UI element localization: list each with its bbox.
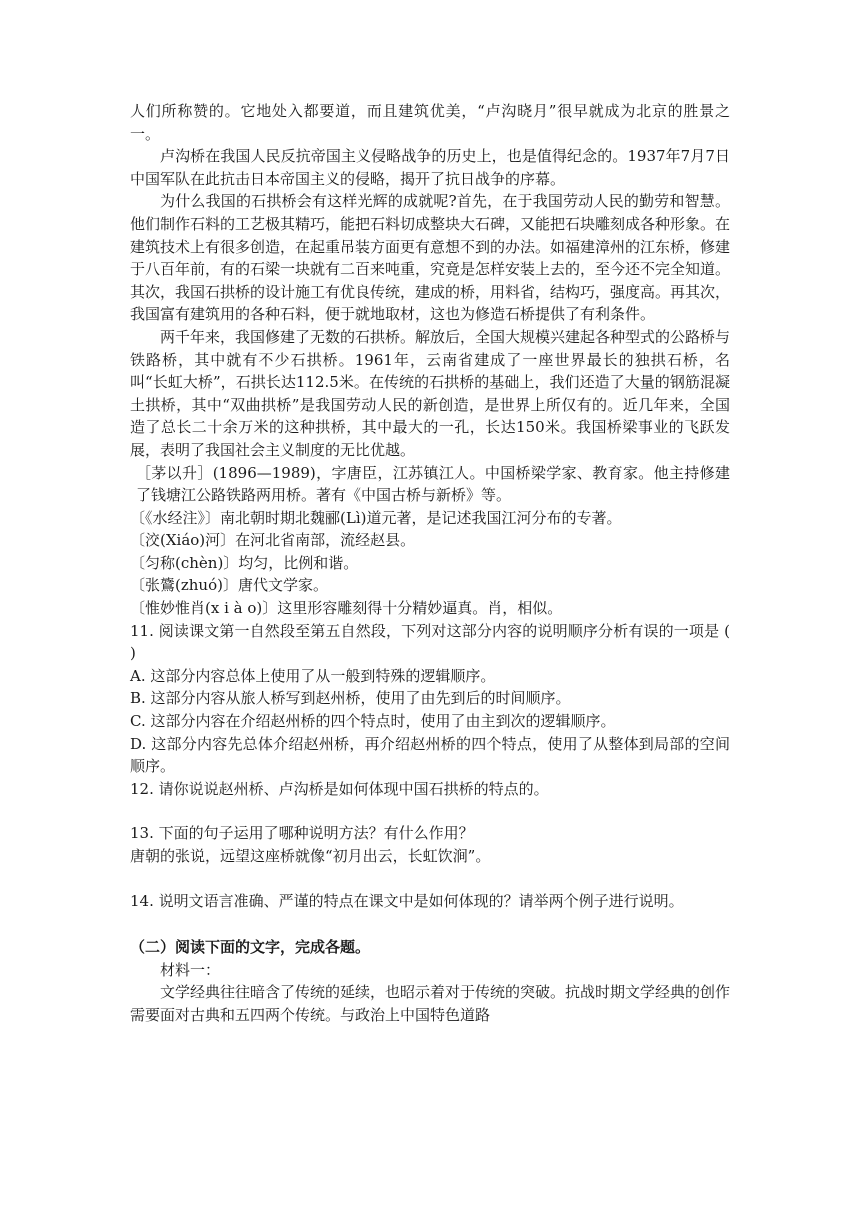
note-shuijingzhu: 〔《水经注》〕南北朝时期北魏郦(Lì)道元著，是记述我国江河分布的专著。 xyxy=(130,508,622,527)
paragraph-achievement-reasons: 为什么我国的石拱桥会有这样光辉的成就呢?首先，在于我国劳动人民的勤劳和智慧。他们制作石料的工艺极其精巧，能把石料切成整块大石碑，又能把石块雕刻成各种形象。在建筑技术上有很多创造，在起重吊装方面更有意想不到的办法。如福建漳州的江东桥，修建于八百年前，有的石梁一块就有二百来吨重，究竟是怎样安装上去的，至今还不完全知道。其次，我国石拱桥的设计施工有优良传统，建成的桥，用料省，结构巧，强度高。再其次，我国富有建筑用的各种石料，便于就地取材，这也为修造石桥提供了有利条件。 xyxy=(130,192,731,324)
material-1-text: 文学经典往往暗含了传统的延续，也昭示着对于传统的突破。抗战时期文学经典的创作需要面对古典和五四两个传统。与政治上中国特色道路 xyxy=(130,983,731,1024)
document-page xyxy=(130,100,730,1027)
paragraph-lugou-scenery: 人们所称赞的。它地处入都要道，而且建筑优美，“卢沟晓月”很早就成为北京的胜景之一。 xyxy=(130,102,730,143)
question-11-option-c: C. 这部分内容在介绍赵州桥的四个特点时，使用了由主到次的逻辑顺序。 xyxy=(130,712,616,731)
paragraph-lugou-history: 卢沟桥在我国人民反抗帝国主义侵略战争的历史上，也是值得纪念的。1937年7月7日中国军队在此抗击日本帝国主义的侵略，揭开了抗日战争的序幕。 xyxy=(130,147,730,188)
question-11-stem: 11. 阅读课文第一自然段至第五自然段，下列对这部分内容的说明顺序分析有误的一项是 ( ) xyxy=(130,621,730,663)
answer-space xyxy=(130,868,730,890)
paragraph-modern-bridges: 两千年来，我国修建了无数的石拱桥。解放后，全国大规模兴建起各种型式的公路桥与铁路桥，其中就有不少石拱桥。1961年，云南省建成了一座世界最长的独拱石桥，名叫“长虹大桥”，石拱长达112.5米。在传统的石拱桥的基础上，我们还造了大量的钢筋混凝土拱桥，其中“双曲拱桥”是我国劳动人民的新创造，是世界上所仅有的。近几年来，全国造了总长二十余万米的这种拱桥，其中最大的一孔，长达150米。我国桥梁事业的飞跃发展，表明了我国社会主义制度的无比优越。 xyxy=(130,327,731,459)
question-12: 12. 请你说说赵州桥、卢沟桥是如何体现中国石拱桥的特点的。 xyxy=(130,779,549,798)
question-11-option-a: A. 这部分内容总体上使用了从一般到特殊的逻辑顺序。 xyxy=(130,666,496,685)
answer-space xyxy=(130,800,730,822)
note-yunchen: 〔匀称(chèn)〕均匀，比例和谐。 xyxy=(130,553,359,572)
section-2-title: （二）阅读下面的文字，完成各题。 xyxy=(130,938,371,957)
question-13-quote: 唐朝的张说，远望这座桥就像“初月出云，长虹饮涧”。 xyxy=(130,847,491,865)
question-13-stem: 13. 下面的句子运用了哪种说明方法？有什么作用？ xyxy=(130,824,474,843)
note-xiaohe: 〔洨(Xiáo)河〕在河北省南部，流经赵县。 xyxy=(130,531,416,550)
question-11-option-d: D. 这部分内容先总体介绍赵州桥，再介绍赵州桥的四个特点，使用了从整体到局部的空间顺序。 xyxy=(130,734,730,776)
question-11-option-b: B. 这部分内容从旅人桥写到赵州桥，使用了由先到后的时间顺序。 xyxy=(130,689,571,708)
material-1-label: 材料一： xyxy=(160,960,221,979)
question-14: 14. 说明文语言准确、严谨的特点在课文中是如何体现的？请举两个例子进行说明。 xyxy=(130,891,684,910)
note-author: ［茅以升］(1896—1989)，字唐臣，江苏镇江人。中国桥梁学家、教育家。他主持修建了钱塘江公路铁路两用桥。著有《中国古桥与新桥》等。 xyxy=(136,463,730,505)
note-zhangzhuo: 〔张鷟(zhuó)〕唐代文学家。 xyxy=(130,576,328,595)
note-weimiaoweixiao: 〔惟妙惟肖(x i à o)〕这里形容雕刻得十分精妙逼真。肖，相似。 xyxy=(130,599,563,618)
answer-space xyxy=(130,912,730,934)
